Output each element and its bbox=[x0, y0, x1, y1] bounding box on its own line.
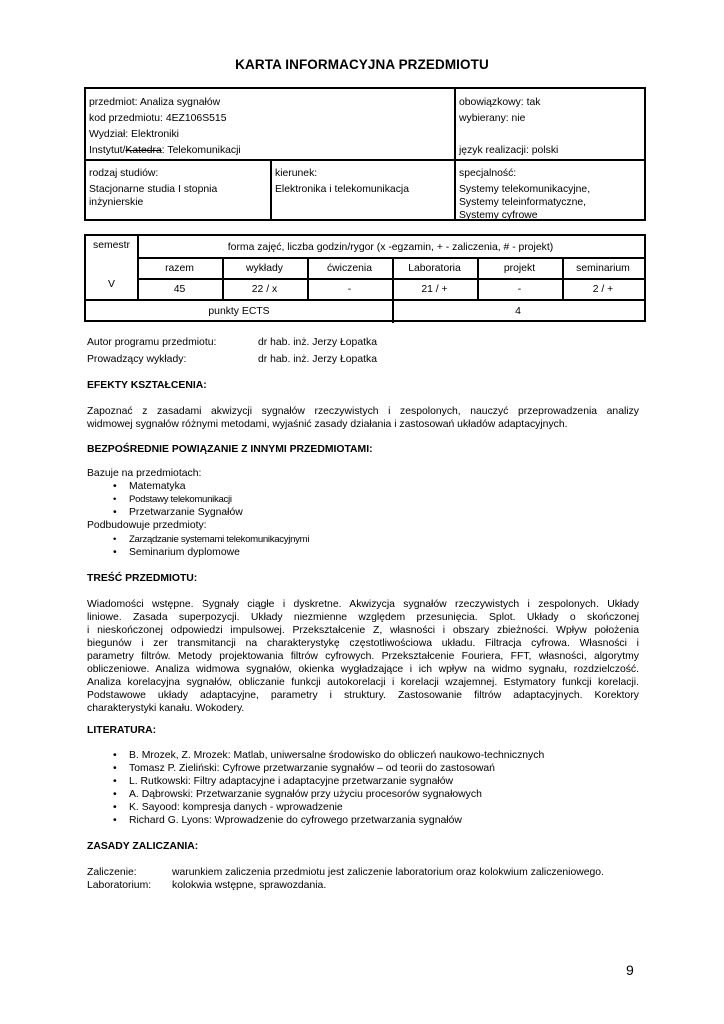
study-type-cell bbox=[86, 167, 270, 209]
content-line: Wiadomości wstępne. Sygnały ciągłe i dyskretne. Akwizycja sygnałów rzeczywistych i zespolonych. Układy bbox=[87, 599, 639, 610]
faculty: Wydział: Elektroniki bbox=[89, 129, 179, 140]
bullet-icon: • bbox=[113, 763, 117, 774]
specialization-label: specjalność: bbox=[459, 168, 517, 179]
institute-prefix: Instytut/ bbox=[89, 145, 126, 156]
section-heading-relations: BEZPOŚREDNIE POWIĄZANIE Z INNYMI PRZEDMIOTAMI: bbox=[87, 444, 373, 455]
divider bbox=[86, 299, 644, 301]
mandatory-status: obowiązkowy: tak bbox=[459, 97, 541, 108]
hours-cell: - bbox=[347, 284, 352, 295]
author-label: Autor programu przedmiotu: bbox=[87, 337, 217, 348]
list-item: • Tomasz P. Zieliński: Cyfrowe przetwarzanie sygnałów – od teorii do zastosowań bbox=[113, 763, 495, 774]
course-name: przedmiot: Analiza sygnałów bbox=[89, 97, 221, 108]
specialization-value: Systemy teleinformatyczne, bbox=[459, 197, 587, 208]
based-on-list bbox=[113, 480, 243, 519]
hours-cell: 22 / x bbox=[251, 284, 278, 295]
lecturer-label: Prowadzący wykłady: bbox=[87, 354, 187, 365]
language: język realizacji: polski bbox=[459, 145, 559, 156]
institute-suffix: : Telekomunikacji bbox=[161, 145, 241, 156]
list-item: • B. Mrozek, Z. Mrozek: Matlab, uniwersalne środowisko do obliczeń naukowo-technicznych bbox=[113, 750, 545, 761]
institute bbox=[89, 144, 451, 157]
ects-label: punkty ECTS bbox=[208, 306, 270, 317]
elective-status: wybierany: nie bbox=[459, 113, 526, 124]
based-on-label: Bazuje na przedmiotach: bbox=[87, 468, 202, 479]
content-line: parametry filtrów. Metody projektowania filtrów cyfrowych. Przekształcenie Fouriera, FFT, własności, algorytmy bbox=[87, 651, 639, 662]
bullet-icon: • bbox=[113, 776, 117, 787]
list-item: • K. Sayood: kompresja danych - wprowadzenie bbox=[113, 802, 343, 813]
semester-hours-table bbox=[84, 234, 646, 322]
content-line: Podstawowe układy adaptacyjne, parametry i struktury. Zastosowanie filtrów adaptacyjnych. Korektory bbox=[87, 690, 639, 701]
builds-up-label: Podbudowuje przedmioty: bbox=[87, 520, 207, 531]
column-header: razem bbox=[165, 263, 194, 274]
lab-value: kolokwia wstępne, sprawozdania. bbox=[172, 880, 327, 891]
bullet-icon: • bbox=[113, 547, 117, 558]
content-line: i nieskończonej odpowiedzi impulsowej. Przekształcenie Z, własności i obszary zbieżności. Wpływ położenia bbox=[87, 625, 639, 636]
content-line: liniowe. Zasada superpozycji. Układy niezmienne względem przesunięcia. Splot. Układy o skończonej bbox=[87, 612, 639, 623]
column-header: seminarium bbox=[576, 263, 630, 274]
list-item: • Seminarium dyplomowe bbox=[113, 547, 240, 558]
field-value: Elektronika i telekomunikacja bbox=[275, 184, 409, 195]
bullet-icon: • bbox=[113, 750, 117, 761]
field-of-study-cell bbox=[272, 167, 454, 196]
column-header: projekt bbox=[503, 263, 536, 274]
study-type-value: Stacjonarne studia I stopnia bbox=[89, 184, 218, 195]
credit-label: Zaliczenie: bbox=[87, 867, 137, 878]
section-heading-literature: LITERATURA: bbox=[87, 725, 157, 736]
divider bbox=[86, 159, 644, 161]
list-item: • Richard G. Lyons: Wprowadzenie do cyfrowego przetwarzania sygnałów bbox=[113, 815, 462, 826]
literature-list bbox=[113, 749, 544, 827]
bullet-icon: • bbox=[113, 789, 117, 800]
list-item: • Matematyka bbox=[113, 481, 186, 492]
specialization-value: Systemy cyfrowe bbox=[459, 210, 538, 221]
credit-value: warunkiem zaliczenia przedmiotu jest zaliczenie laboratorium oraz kolokwium zaliczeniowego. bbox=[172, 867, 604, 878]
hours-cell: - bbox=[517, 284, 522, 295]
content-text bbox=[87, 598, 639, 715]
section-heading-grading: ZASADY ZALICZANIA: bbox=[87, 841, 199, 852]
column-header: Laboratoria bbox=[408, 263, 461, 274]
lecturer-value: dr hab. inż. Jerzy Łopatka bbox=[258, 354, 377, 365]
semester-label: semestr bbox=[93, 240, 130, 251]
field-label: kierunek: bbox=[275, 168, 318, 179]
divider bbox=[137, 257, 644, 259]
list-item: • L. Rutkowski: Filtry adaptacyjne i adaptacyjne przetwarzanie sygnałów bbox=[113, 776, 453, 787]
form-header: forma zajęć, liczba godzin/rygor (x -egzamin, + - zaliczenia, # - projekt) bbox=[227, 242, 554, 253]
list-item: • A. Dąbrowski: Przetwarzanie sygnałów przy użyciu procesorów sygnałowych bbox=[113, 789, 482, 800]
study-type-value-2: inżynierskie bbox=[89, 197, 144, 208]
lab-label: Laboratorium: bbox=[87, 880, 152, 891]
bullet-icon: • bbox=[113, 481, 117, 492]
hours-cell: 2 / + bbox=[592, 284, 614, 295]
column-header: ćwiczenia bbox=[326, 263, 373, 274]
content-line: biegunów i zer transmitancji na charakterystykę częstotliwościowa układu. Filtracja cyfrowa. Własności i bbox=[87, 638, 639, 649]
outcomes-line: widmowej sygnałów różnymi metodami, wyjaśnić zasady działania i zastosowań układów adaptacyjnych. bbox=[87, 419, 568, 430]
outcomes-line: Zapoznać z zasadami akwizycji sygnałów rzeczywistych i zespolonych, nauczyć przeprowadzenia analizy bbox=[87, 406, 639, 417]
column-header: wykłady bbox=[246, 263, 283, 274]
bullet-icon: • bbox=[113, 507, 117, 518]
bullet-icon: • bbox=[113, 815, 117, 826]
author-value: dr hab. inż. Jerzy Łopatka bbox=[258, 337, 377, 348]
content-line: charakterystyki kanału. Wokodery. bbox=[87, 703, 245, 714]
list-item: • Podstawy telekomunikacji bbox=[113, 494, 232, 505]
content-line: Analiza korelacyjna sygnałów, obliczanie funkcji autokorelacji i korelacji wzajemnej. Estymatory funkcji korelacji. bbox=[87, 677, 639, 688]
hours-cell: 45 bbox=[173, 284, 186, 295]
course-type-info bbox=[456, 96, 644, 157]
course-info-table bbox=[84, 87, 646, 221]
outcomes-text bbox=[87, 405, 639, 431]
hours-cell: 21 / + bbox=[421, 284, 448, 295]
course-code: kod przedmiotu: 4EZ106S515 bbox=[89, 113, 227, 124]
course-details bbox=[86, 96, 454, 157]
content-line: obliczeniowe. Analiza widmowa sygnałów, okienka wygładzające i ich wpływ na widmo sygnału, rozdzielczość. bbox=[87, 664, 639, 675]
study-type-label: rodzaj studiów: bbox=[89, 168, 159, 179]
page-number: 9 bbox=[626, 962, 634, 978]
specialization-value: Systemy telekomunikacyjne, bbox=[459, 184, 591, 195]
divider bbox=[137, 278, 644, 280]
bullet-icon: • bbox=[113, 534, 117, 545]
list-item: • Zarządzanie systemami telekomunikacyjnymi bbox=[113, 534, 310, 545]
ects-value: 4 bbox=[515, 306, 521, 317]
specialization-cell bbox=[456, 167, 644, 222]
list-item: • Przetwarzanie Sygnałów bbox=[113, 507, 243, 518]
institute-struck-word: Katedra bbox=[125, 145, 162, 156]
semester-value: V bbox=[108, 279, 115, 290]
builds-up-list bbox=[113, 533, 309, 559]
document-title: KARTA INFORMACYJNA PRZEDMIOTU bbox=[235, 57, 489, 72]
bullet-icon: • bbox=[113, 802, 117, 813]
section-heading-outcomes: EFEKTY KSZTAŁCENIA: bbox=[87, 380, 207, 391]
bullet-icon: • bbox=[113, 494, 117, 505]
section-heading-content: TREŚĆ PRZEDMIOTU: bbox=[87, 573, 198, 584]
